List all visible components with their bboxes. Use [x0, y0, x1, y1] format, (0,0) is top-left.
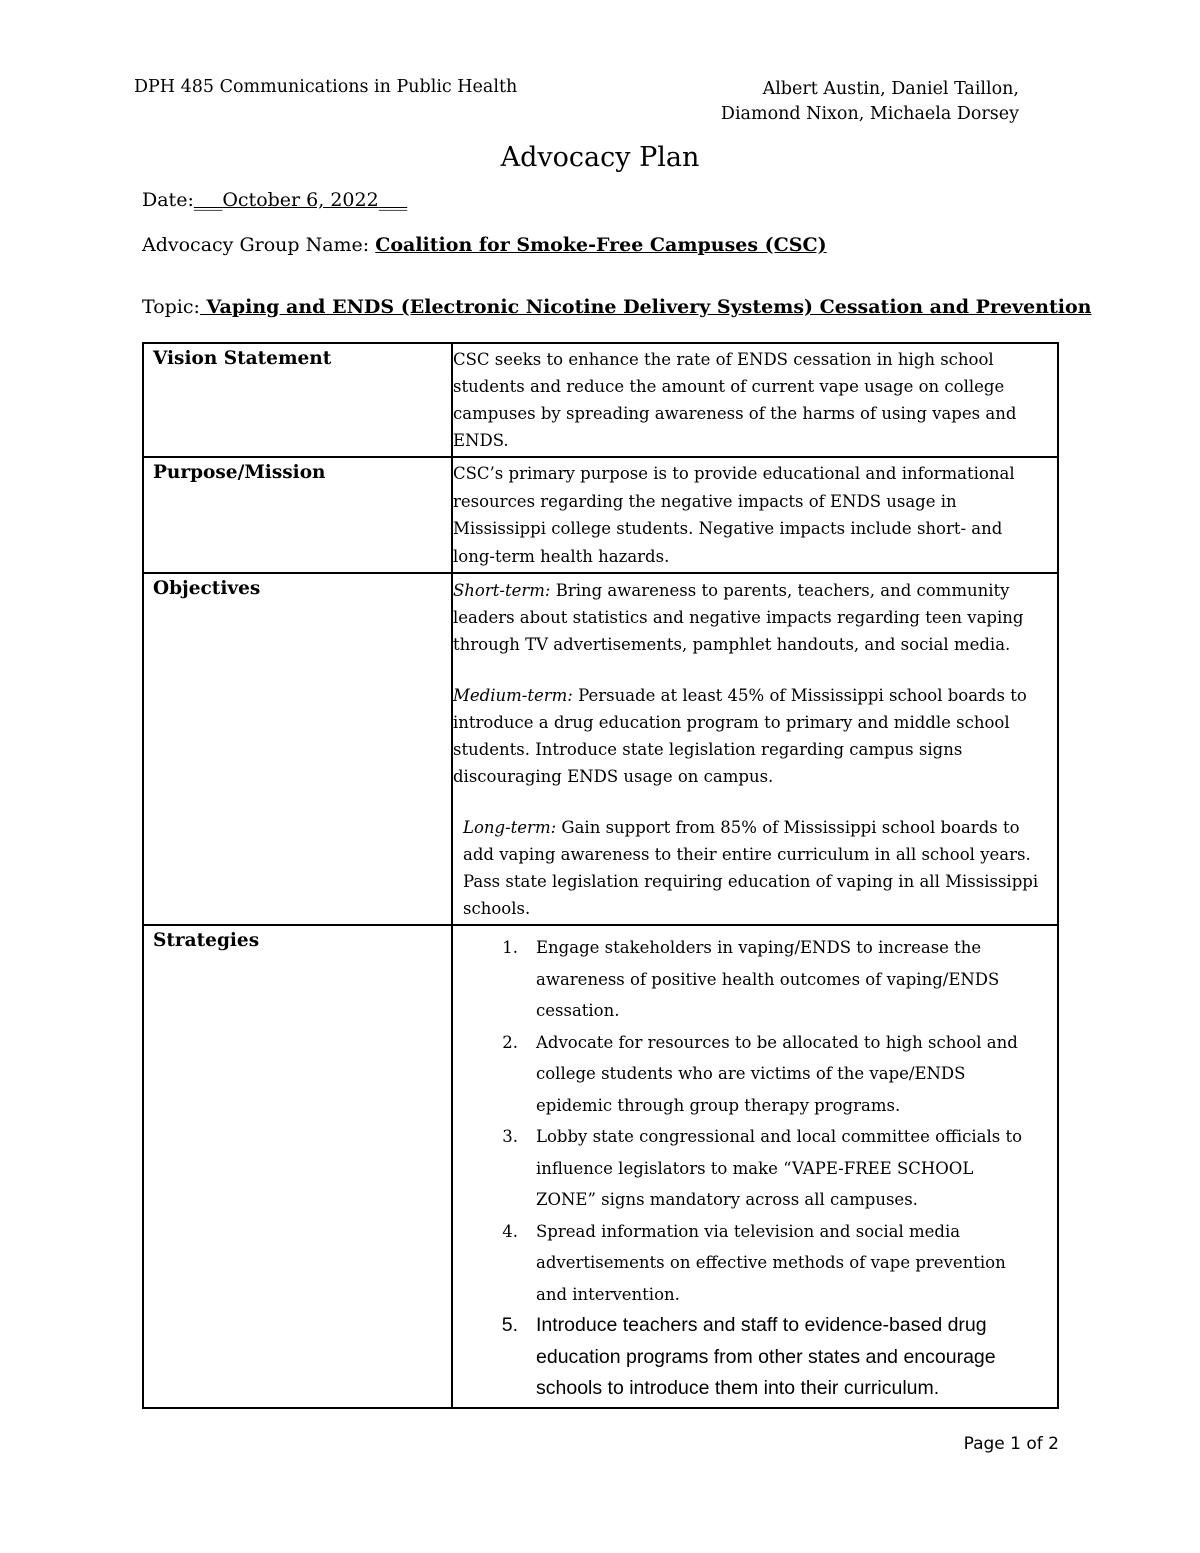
- topic-value: Vaping and ENDS (Electronic Nicotine Delivery Systems) Cessation and Prevention: [199, 296, 1092, 318]
- list-item-text: Lobby state congressional and local committee officials to influence legislators to make “VAPE-FREE SCHOOL ZONE” signs mandatory across all campuses.: [536, 1127, 1023, 1209]
- objectives-row: [143, 573, 1058, 925]
- list-item: [453, 932, 1049, 1027]
- strategies-label: Strategies: [143, 925, 452, 1408]
- short-term-text: Bring awareness to parents, teachers, and community leaders about statistics and negative impacts regarding teen vaping through TV advertisements, pamphlet handouts, and social media.: [453, 581, 1024, 654]
- objective-long-term: [453, 814, 1049, 922]
- strategies-row: [143, 925, 1058, 1408]
- authors: [721, 77, 1019, 127]
- list-item: [453, 1310, 1049, 1405]
- list-item: [453, 1027, 1049, 1122]
- page-number: Page 1 of 2: [963, 1434, 1059, 1454]
- page-title: Advocacy Plan: [500, 142, 700, 173]
- date-value: October 6, 2022: [222, 189, 379, 211]
- list-item-text: Engage stakeholders in vaping/ENDS to increase the awareness of positive health outcomes of vaping/ENDS cessation.: [536, 938, 1000, 1020]
- long-term-label: Long-term:: [463, 818, 557, 837]
- list-item-number: 3.: [502, 1127, 518, 1146]
- list-item-text: Introduce teachers and staff to evidence-based drug education programs from other states and encourage schools to introduce them into their curriculum.: [536, 1314, 996, 1399]
- date-label: Date:: [142, 189, 194, 211]
- purpose-text: CSC’s primary purpose is to provide educational and informational resources regarding the negative impacts of ENDS usage in Mississippi college students. Negative impacts include short- and long-term health hazards.: [452, 457, 1058, 573]
- medium-term-text: Persuade at least 45% of Mississippi school boards to introduce a drug education program to primary and middle school students. Introduce state legislation regarding campus signs discouraging ENDS usage on campus.: [453, 686, 1027, 786]
- list-item-number: 2.: [502, 1032, 518, 1052]
- short-term-label: Short-term:: [453, 581, 551, 600]
- list-item-number: 4.: [502, 1221, 518, 1241]
- date-pre-blank: ___: [193, 189, 223, 211]
- objective-medium-term: [453, 682, 1049, 790]
- long-term-text: Gain support from 85% of Mississippi school boards to add vaping awareness to their entire curriculum in all school years. Pass state legislation requiring education of vaping in all Mississippi schools.: [463, 818, 1039, 918]
- date-line: [142, 189, 407, 211]
- topic-line: [142, 296, 1091, 318]
- date-post-blank: ___: [378, 189, 408, 211]
- medium-term-label: Medium-term:: [453, 686, 573, 705]
- course-name: DPH 485 Communications in Public Health: [134, 77, 518, 97]
- authors-line-2: Diamond Nixon, Michaela Dorsey: [720, 104, 1019, 124]
- purpose-row: [143, 457, 1058, 573]
- list-item: [453, 1216, 1049, 1311]
- advocacy-plan-table: [142, 342, 1059, 1409]
- objectives-label: Objectives: [143, 573, 452, 925]
- group-line: [142, 234, 827, 256]
- vision-label: Vision Statement: [143, 343, 452, 457]
- vision-row: [143, 343, 1058, 457]
- list-item-number: 5.: [501, 1314, 518, 1336]
- vision-text: CSC seeks to enhance the rate of ENDS cessation in high school students and reduce the amount of current vape usage on college campuses by spreading awareness of the harms of using vapes and ENDS.: [452, 343, 1058, 457]
- group-name: Coalition for Smoke-Free Campuses (CSC): [375, 234, 827, 256]
- topic-label: Topic:: [142, 296, 200, 318]
- list-item-number: 1.: [502, 938, 518, 957]
- group-label: Advocacy Group Name:: [142, 234, 376, 256]
- list-item-text: Spread information via television and social media advertisements on effective methods of vape prevention and intervention.: [536, 1221, 1006, 1304]
- strategies-cell: [452, 925, 1058, 1408]
- purpose-label: Purpose/Mission: [143, 457, 452, 573]
- list-item-text: Advocate for resources to be allocated to high school and college students who are victims of the vape/ENDS epidemic through group therapy programs.: [536, 1032, 1018, 1115]
- objective-short-term: [453, 577, 1049, 658]
- authors-line-1: Albert Austin, Daniel Taillon,: [762, 79, 1019, 99]
- list-item: [453, 1121, 1049, 1216]
- objectives-cell: [452, 573, 1058, 925]
- strategies-list: [453, 932, 1049, 1405]
